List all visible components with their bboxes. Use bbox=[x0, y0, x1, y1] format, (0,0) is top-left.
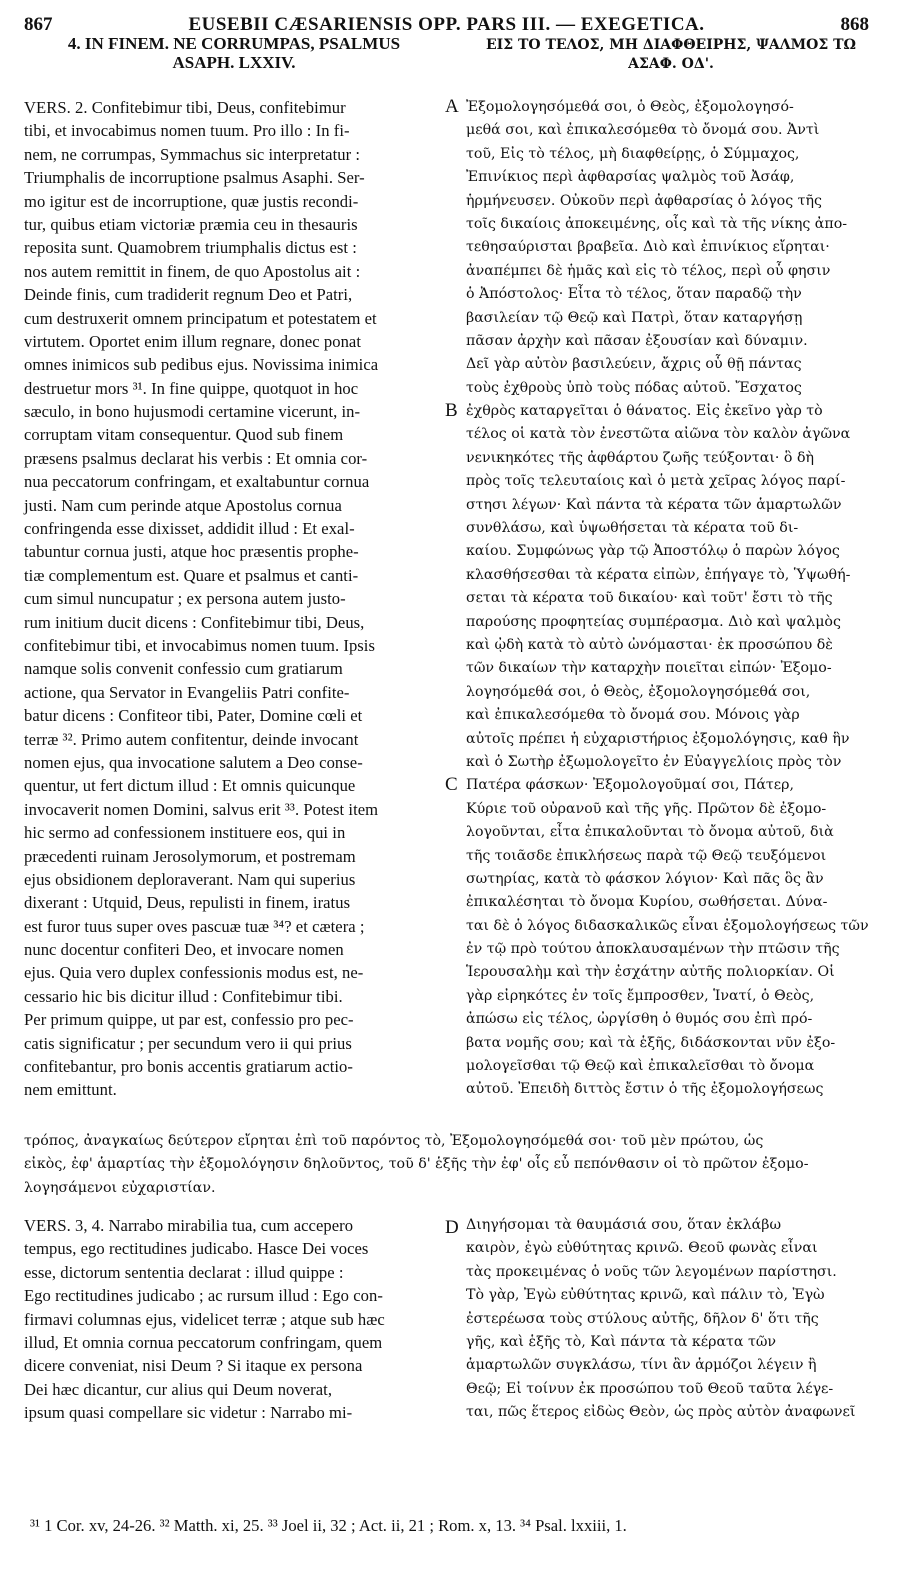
text-line: confitebimur tibi, et invocabimus nomen tuum. Ipsis bbox=[24, 635, 375, 655]
text-line: Ἐξομολογησόμεθά σοι, ὁ Θεὸς, ἐξομολογησό- bbox=[466, 99, 794, 115]
text-line: λογησόμεθά σοι, ὁ Θεὸς, ἐξομολογησόμεθά σοι, bbox=[466, 683, 811, 700]
text-line: batur dicens : Confiteor tibi, Pater, Domine cœli et bbox=[24, 706, 363, 726]
latin-column-upper bbox=[24, 96, 444, 1102]
text-line: Δεῖ γὰρ αὐτὸν βασιλεύειν, ἄχρις οὗ θῇ πάντας bbox=[466, 356, 802, 373]
text-line: μεθά σοι, καὶ ἐπικαλεσόμεθα τὸ ὄνομά σου. Ἀντὶ bbox=[466, 122, 820, 139]
text-line: τεθησαύρισται βραβεῖα. Διὸ καὶ ἐπινίκιος εἴρηται· bbox=[466, 239, 830, 256]
text-line: namque solis convenit confessio cum gratiarum bbox=[24, 659, 343, 679]
text-line: βασιλείαν τῷ Θεῷ καὶ Πατρὶ, ὅταν καταργήσῃ bbox=[466, 309, 803, 326]
text-line: λογοῦνται, εἶτα ἐπικαλοῦνται τὸ ὄνομα αὐτοῦ, διὰ bbox=[466, 824, 834, 841]
text-line: κλασθήσεσθαι τὰ κέρατα εἰπὼν, ἐπήγαγε τὸ, Ὑψωθή- bbox=[466, 566, 851, 583]
text-line: εἰκὸς, ἐφ' ἁμαρτίας τὴν ἐξομολόγησιν δηλοῦντος, τοῦ δ' ἑξῆς τὴν ἐφ' οἷς εὖ πεπόνθασιν οἱ τὸ πρῶτον ἐξομο- bbox=[24, 1156, 809, 1173]
text-line: confringenda esse dixisset, addidit illud : Et exal- bbox=[24, 519, 355, 539]
text-line: πᾶσαν ἀρχὴν καὶ πᾶσαν ἐξουσίαν καὶ δύναμιν. bbox=[466, 332, 808, 349]
text-line: λογησάμενοι εὐχαριστίαν. bbox=[24, 1179, 216, 1196]
latin-heading-line: ASAPH. LXXIV. bbox=[172, 53, 296, 72]
text-line: σωτηρίας, κατὰ τὸ φάσκον λόγιον· Καὶ πᾶς ὃς ἂν bbox=[466, 870, 824, 887]
page-number-left: 867 bbox=[24, 14, 53, 35]
text-line: ται, πῶς ἕτερος εἰδὼς Θεὸν, ὡς πρὸς αὐτὸν ἀναφωνεῖ bbox=[466, 1404, 856, 1421]
text-line: Ἱερουσαλὴμ καὶ τὴν ἐσχάτην αὐτῆς πολιορκίαν. Οἱ bbox=[466, 964, 835, 981]
text-line: τῶν δικαίων τὴν καταρχὴν ποιεῖται εἰπών· Ἐξομο- bbox=[466, 660, 832, 677]
latin-column-lower bbox=[24, 1214, 444, 1425]
text-line: rum initium ducit dicens : Confitebimur tibi, Deus, bbox=[24, 612, 365, 632]
text-line: hic sermo ad confessionem instituere eos, qui in bbox=[24, 823, 346, 843]
text-line: tempus, ego rectitudines judicabo. Hasce Dei voces bbox=[24, 1239, 369, 1259]
text-line: mo igitur est de incorruptione, quæ justis recondi- bbox=[24, 191, 359, 211]
text-line: πρὸς τοῖς τελευταίοις καὶ ὁ μετὰ χεῖρας λόγος παρί- bbox=[466, 473, 846, 490]
text-line: tibi, et invocabimus nomen tuum. Pro illo : In fi- bbox=[24, 121, 350, 141]
text-line: παρούσης προφητείας συμπέρασμα. Διὸ καὶ ψαλμὸς bbox=[466, 613, 841, 630]
full-width-greek-text bbox=[24, 1130, 876, 1200]
text-line: est furor tuus super oves pascuæ tuæ ³⁴? et cætera ; bbox=[24, 916, 365, 936]
text-line: αὐτοῖς πρέπει ἡ εὐχαριστήριος ἐξομολόγησις, καθ ἣν bbox=[466, 730, 850, 747]
text-line: Dei hæc dicantur, cur alius qui Deum noverat, bbox=[24, 1379, 333, 1399]
text-line: βατα νομῆς σου; καὶ τὰ ἑξῆς, διδάσκονται νῦν ἐξο- bbox=[466, 1034, 836, 1051]
text-line: Per primum quippe, ut par est, confessio pro pec- bbox=[24, 1010, 354, 1030]
text-line: nem emittunt. bbox=[24, 1080, 117, 1100]
text-line: tabuntur cornua justi, atque hoc præsentis prophe- bbox=[24, 542, 359, 562]
greek-heading bbox=[466, 36, 876, 74]
text-line: ἐν τῷ πρὸ τούτου ἀποκλαυσαμένων τὴν πτῶσιν τῆς bbox=[466, 941, 840, 958]
text-line: Πατέρα φάσκων· Ἐξομολογοῦμαί σοι, Πάτερ, bbox=[466, 777, 794, 794]
text-line: catis significatur ; per secundum vero ii qui prius bbox=[24, 1033, 352, 1053]
text-line: ἐπικαλέσηται τὸ ὄνομα Κυρίου, σωθήσεται. Δύνα- bbox=[466, 894, 828, 911]
text-line: tur, quibus etiam victoriæ præmia ceu in thesauris bbox=[24, 214, 358, 234]
text-line: invocaverit nomen Domini, salvus erit ³³. Potest item bbox=[24, 799, 379, 819]
text-line: ὁ Ἀπόστολος· Εἶτα τὸ τέλος, ὅταν παραδῷ τὴν bbox=[466, 286, 802, 303]
text-line: αὐτοῦ. Ἐπειδὴ διττὸς ἔστιν ὁ τῆς ἐξομολογήσεως bbox=[466, 1081, 824, 1098]
text-line: καὶ ὁ Σωτὴρ ἐξωμολογεῖτο ἐν Εὐαγγελίοις πρὸς τὸν bbox=[466, 753, 842, 770]
text-line: VERS. 2. Confitebimur tibi, Deus, confitebimur bbox=[24, 98, 346, 117]
text-line: ἐστερέωσα τοὺς στύλους αὐτῆς, δῆλον δ' ὅτι τῆς bbox=[466, 1310, 819, 1327]
text-line: VERS. 3, 4. Narrabo mirabilia tua, cum accepero bbox=[24, 1216, 354, 1235]
text-line: τέλος οἱ κατὰ τὸν ἐνεστῶτα αἰῶνα τὸν καλὸν ἀγῶνα bbox=[466, 426, 851, 443]
text-line: cum destruxerit omnem principatum et potestatem et bbox=[24, 308, 377, 328]
text-line: στησι λέγων· Καὶ πάντα τὰ κέρατα τῶν ἁμαρτωλῶν bbox=[466, 496, 842, 513]
text-line: καὶ ᾠδὴ κατὰ τὸ αὐτὸ ὠνόμασται· ἐκ προσώπου δὲ bbox=[466, 636, 833, 653]
text-line: νενικηκότες τῆς ἀφθάρτου ζωῆς τεύξονται· ὃ δὴ bbox=[466, 449, 815, 466]
greek-column-upper bbox=[466, 96, 876, 1102]
margin-marker-d: D bbox=[445, 1217, 459, 1238]
text-line: ipsum quasi compellare sic videtur : Narrabo mi- bbox=[24, 1403, 353, 1423]
margin-marker-b: B bbox=[445, 400, 458, 421]
greek-heading-line: ΑΣΑΦ. ΟΔ'. bbox=[628, 56, 714, 72]
greek-column-lower bbox=[466, 1214, 876, 1425]
text-line: corruptam vitam consequentur. Quod sub finem bbox=[24, 425, 344, 445]
text-line: omnes inimicos sub pedibus ejus. Novissima inimica bbox=[24, 355, 379, 375]
text-line: sæculo, in bono hujusmodi certamine vicerunt, in- bbox=[24, 402, 361, 422]
text-line: μολογεῖσθαι τῷ Θεῷ καὶ ἐπικαλεῖσθαι τὸ ὄνομα bbox=[466, 1058, 815, 1075]
text-line: ἐχθρὸς καταργεῖται ὁ θάνατος. Εἰς ἐκεῖνο γὰρ τὸ bbox=[466, 403, 823, 420]
text-line: ἁμαρτωλῶν συγκλάσω, τίνι ἂν ἁρμόζοι λέγειν ἢ bbox=[466, 1357, 817, 1374]
margin-marker-a: A bbox=[445, 96, 459, 117]
text-line: nua peccatorum confringam, et exaltabuntur cornua bbox=[24, 472, 370, 492]
text-line: γὰρ εἰρηκότες ἐν τοῖς ἔμπροσθεν, Ἱνατί, ὁ Θεὸς, bbox=[466, 987, 815, 1004]
margin-marker-c: C bbox=[445, 774, 458, 795]
text-line: firmavi columnas ejus, videlicet terræ ; atque sub hæc bbox=[24, 1309, 385, 1329]
text-line: tiæ complementum est. Quare et psalmus et canti- bbox=[24, 565, 359, 585]
text-line: ται δὲ ὁ λόγος διδασκαλικῶς εἶναι ἐξομολογήσεως τῶν bbox=[466, 917, 869, 934]
text-line: καὶ ἐπικαλεσόμεθα τὸ ὄνομά σου. Μόνοις γὰρ bbox=[466, 707, 800, 724]
text-line: cum simul nuncupatur ; ex persona autem justo- bbox=[24, 589, 346, 609]
footnotes: ³¹ 1 Cor. xv, 24-26. ³² Matth. xi, 25. ³³ Joel ii, 32 ; Act. ii, 21 ; Rom. x, 13. ³⁴ Psal. lxxiii, 1. bbox=[30, 1516, 627, 1535]
greek-heading-line: ΕΙΣ ΤΟ ΤΕΛΟΣ, ΜΗ ΔΙΑΦΘΕΙΡΗΣ, ΨΑΛΜΟΣ ΤΩ bbox=[485, 37, 856, 53]
text-line: συνθλάσω, καὶ ὑψωθήσεται τὰ κέρατα τοῦ δι- bbox=[466, 520, 799, 537]
text-line: ejus. Quia vero duplex confessionis modus est, ne- bbox=[24, 963, 364, 983]
text-line: terræ ³². Primo autem confitentur, deinde invocant bbox=[24, 729, 359, 749]
text-line: ἡρμήνευσεν. Οὐκοῦν περὶ ἀφθαρσίας ὁ λόγος τῆς bbox=[466, 192, 822, 209]
text-line: confitebantur, pro bonis accentis gratiarum actio- bbox=[24, 1057, 353, 1077]
text-line: destruetur mors ³¹. In fine quippe, quotquot in hoc bbox=[24, 378, 359, 398]
text-line: nem, ne corrumpas, Symmachus sic interpretatur : bbox=[24, 144, 361, 164]
text-line: ἀναπέμπει δὲ ἡμᾶς καὶ εἰς τὸ τέλος, περὶ οὗ φησιν bbox=[466, 262, 831, 279]
text-line: τοὺς ἐχθροὺς ὑπὸ τοὺς πόδας αὐτοῦ. Ἔσχατος bbox=[466, 379, 802, 396]
latin-heading-line: 4. IN FINEM. NE CORRUMPAS, PSALMUS bbox=[67, 34, 401, 53]
text-line: nomen ejus, qua invocatione salutem a Deo conse- bbox=[24, 752, 363, 772]
text-line: esse, dictorum sententia declarat : illud quippe : bbox=[24, 1262, 344, 1282]
page-number-right: 868 bbox=[840, 14, 869, 35]
text-line: τὰς προκειμένας ὁ νοῦς τῶν λεγομένων παρίστησι. bbox=[466, 1263, 837, 1280]
text-line: præsens psalmus declarat his verbis : Et omnia cor- bbox=[24, 448, 368, 468]
text-line: ἀπώσω εἰς τέλος, ὠργίσθη ὁ θυμός σου ἐπὶ πρό- bbox=[466, 1011, 813, 1028]
text-line: Triumphalis de incorruptione psalmus Asaphi. Ser- bbox=[24, 168, 365, 188]
text-line: γῆς, καὶ ἑξῆς τὸ, Καὶ πάντα τὰ κέρατα τῶν bbox=[466, 1333, 777, 1350]
text-line: τοῦ, Εἰς τὸ τέλος, μὴ διαφθείρῃς, ὁ Σύμμαχος, bbox=[466, 145, 800, 162]
text-line: Ego rectitudines judicabo ; ac rursum illud : Ego con- bbox=[24, 1286, 383, 1306]
text-line: Κύριε τοῦ οὐρανοῦ καὶ τῆς γῆς. Πρῶτον δὲ ἐξομο- bbox=[466, 800, 827, 817]
text-line: dicere conveniat, nisi Deum ? Si itaque ex persona bbox=[24, 1356, 363, 1376]
text-line: ejus obsidionem deploraverant. Nam qui superius bbox=[24, 869, 356, 889]
text-line: quentur, ut fert dictum illud : Et omnis quicunque bbox=[24, 776, 356, 796]
text-line: virtutem. Oportet enim illum regnare, donec ponat bbox=[24, 331, 361, 351]
latin-heading bbox=[24, 34, 444, 72]
text-line: actione, qua Servator in Evangeliis Patri confite- bbox=[24, 682, 350, 702]
text-line: reposita sunt. Quamobrem triumphalis dictus est : bbox=[24, 238, 357, 258]
text-line: nos autem remittit in finem, de quo Apostolus ait : bbox=[24, 261, 361, 281]
text-line: σεται τὰ κέρατα τοῦ δικαίου· καὶ τοῦτ' ἔστι τὸ τῆς bbox=[466, 590, 833, 607]
text-line: καιρὸν, ἐγὼ εὐθύτητας κρινῶ. Θεοῦ φωνὰς εἶναι bbox=[466, 1240, 818, 1257]
text-line: illud, Et omnia cornua peccatorum confringam, quem bbox=[24, 1332, 383, 1352]
text-line: dixerant : Utquid, Deus, repulisti in finem, iratus bbox=[24, 893, 351, 913]
text-line: præcedenti ruinam Jerosolymorum, et postremam bbox=[24, 846, 356, 866]
text-line: cessario hic bis dicitur illud : Confitebimur tibi. bbox=[24, 986, 343, 1006]
running-title: EUSEBII CÆSARIENSIS OPP. PARS III. — EXEGETICA. bbox=[188, 14, 705, 35]
text-line: Διηγήσομαι τὰ θαυμάσιά σου, ὅταν ἐκλάβω bbox=[466, 1217, 782, 1233]
text-line: Ἐπινίκιος περὶ ἀφθαρσίας ψαλμὸς τοῦ Ἀσάφ, bbox=[466, 169, 795, 186]
running-head bbox=[24, 14, 869, 36]
text-line: τῆς τοιᾶσδε ἐπικλήσεως παρὰ τῷ Θεῷ τευξόμενοι bbox=[466, 847, 827, 864]
text-line: καίου. Συμφώνως γὰρ τῷ Ἀποστόλῳ ὁ παρὼν λόγος bbox=[466, 543, 840, 560]
text-line: τρόπος, ἀναγκαίως δεύτερον εἴρηται ἐπὶ τοῦ παρόντος τὸ, Ἐξομολογησόμεθά σοι· τοῦ μὲν πρώτου, ὡς bbox=[24, 1133, 764, 1149]
text-line: nunc docentur confiteri Deo, et invocare nomen bbox=[24, 940, 344, 960]
text-line: Θεῷ; Εἰ τοίνυν ἐκ προσώπου τοῦ Θεοῦ ταῦτα λέγε- bbox=[466, 1380, 834, 1397]
text-line: τοῖς δικαίοις ἀποκειμένης, οἷς καὶ τὰ τῆς νίκης ἀπο- bbox=[466, 215, 848, 232]
text-line: Deinde finis, cum tradiderit regnum Deo et Patri, bbox=[24, 285, 353, 305]
text-line: justi. Nam cum perinde atque Apostolus cornua bbox=[24, 495, 342, 515]
text-line: Τὸ γὰρ, Ἐγὼ εὐθύτητας κρινῶ, καὶ πάλιν τὸ, Ἐγὼ bbox=[466, 1287, 825, 1304]
